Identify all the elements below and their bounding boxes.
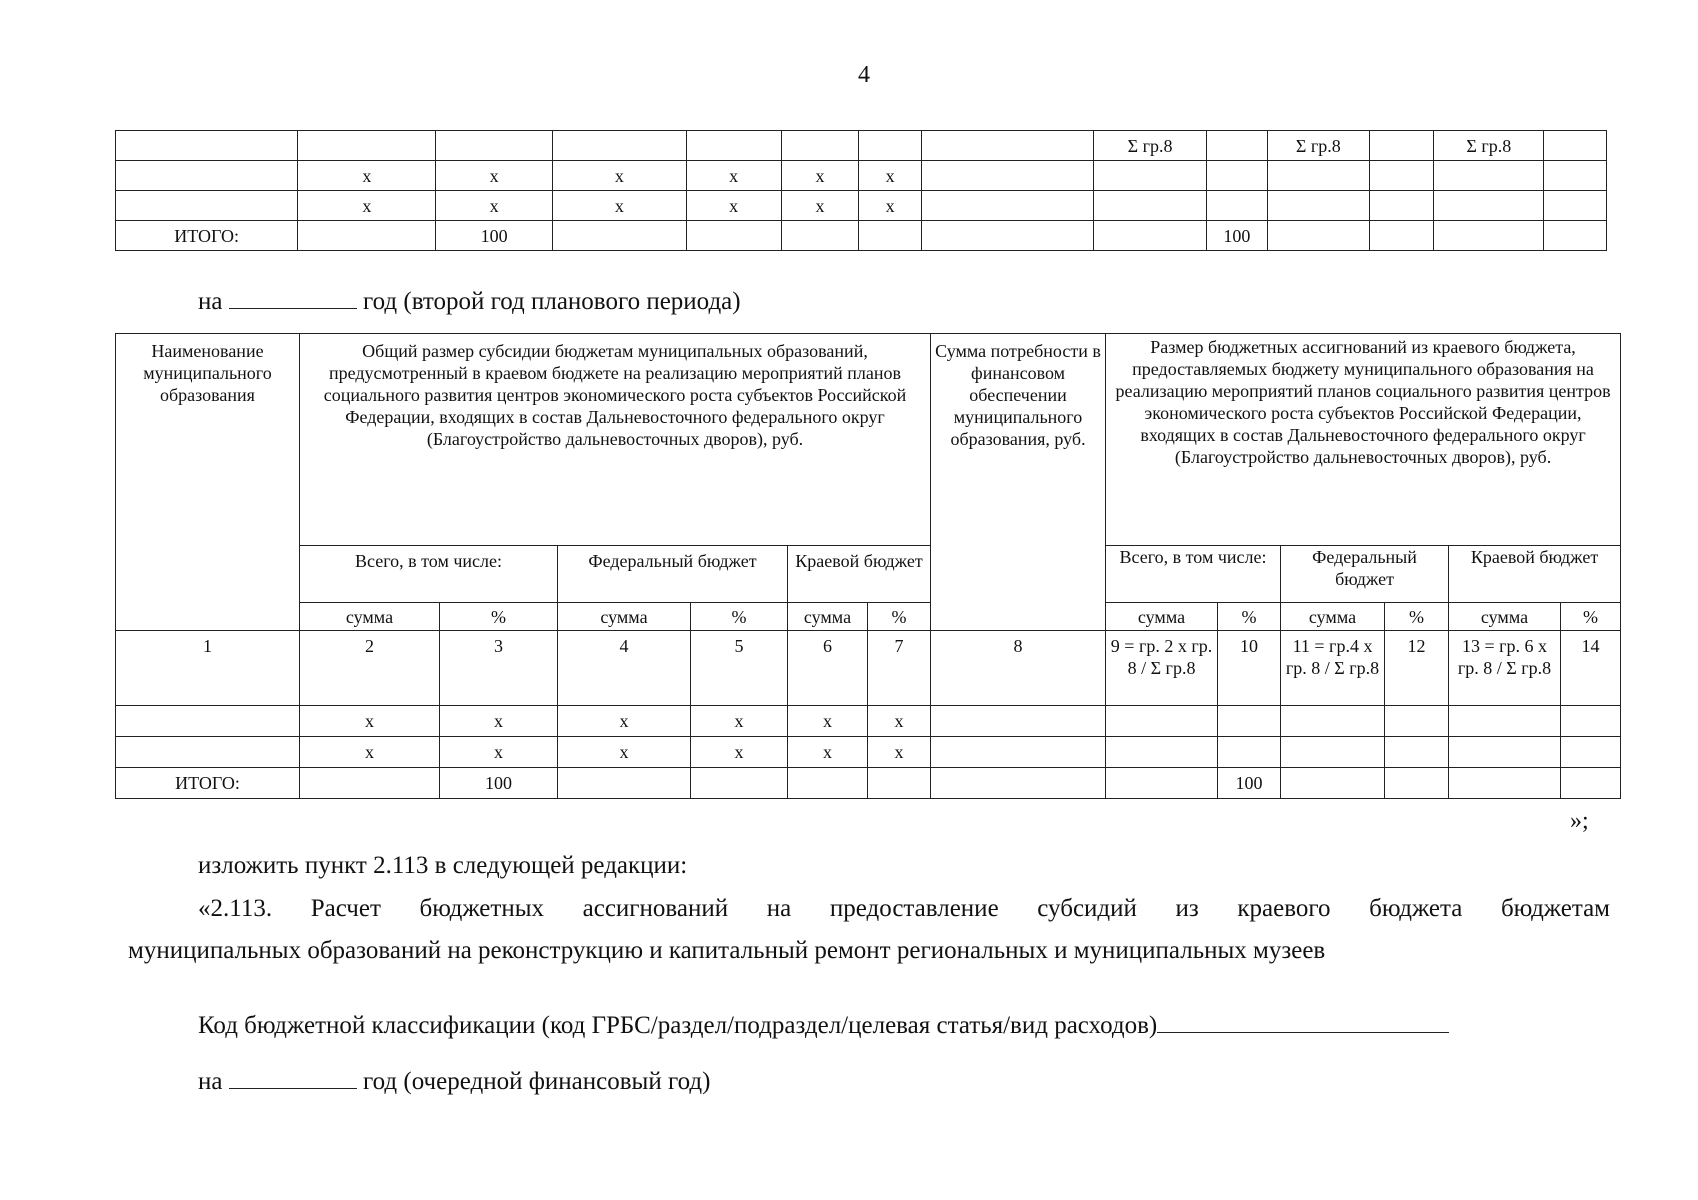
table-header-row (116, 546, 1621, 603)
column-number: 1 (116, 631, 300, 706)
need-amount-column-header: Сумма потребности в финансовом обеспечении муниципального образования, руб. (931, 334, 1106, 631)
x-mark: х (781, 161, 859, 191)
total-including-header: Всего, в том числе: (300, 546, 558, 603)
sum-col8-cell: Σ гр.8 (1094, 131, 1206, 161)
sum-header: сумма (1281, 603, 1385, 631)
percent-header: % (691, 603, 788, 631)
sum-header: сумма (1449, 603, 1561, 631)
table-row (116, 131, 1607, 161)
column-number: 8 (931, 631, 1106, 706)
total-row (116, 221, 1607, 251)
column-number: 14 (1561, 631, 1621, 706)
x-mark: х (781, 191, 859, 221)
x-mark: х (436, 161, 553, 191)
column-number: 6 (788, 631, 868, 706)
column-formula: 13 = гр. 6 х гр. 8 / Σ гр.8 (1449, 631, 1561, 706)
total-percent: 100 (440, 768, 558, 799)
regional-budget-header: Краевой бюджет (1449, 546, 1621, 603)
x-mark: х (440, 737, 558, 768)
x-mark: х (859, 161, 922, 191)
column-number: 4 (558, 631, 691, 706)
budget-classification-line (198, 1010, 1449, 1040)
column-numbers-row (116, 631, 1621, 706)
current-year-heading: на год (очередной финансовый год) (198, 1068, 711, 1095)
continuation-table (115, 130, 1607, 251)
total-label: ИТОГО: (116, 221, 298, 251)
x-mark: х (686, 191, 781, 221)
total-including-header: Всего, в том числе: (1106, 546, 1281, 603)
percent-header: % (1561, 603, 1621, 631)
percent-header: % (1385, 603, 1449, 631)
regional-budget-header: Краевой бюджет (788, 546, 931, 603)
table-header-row (116, 603, 1621, 631)
column-number: 5 (691, 631, 788, 706)
column-number: 2 (300, 631, 440, 706)
total-percent: 100 (1218, 768, 1281, 799)
percent-header: % (1218, 603, 1281, 631)
x-mark: х (868, 737, 931, 768)
x-mark: х (552, 161, 686, 191)
column-number: 10 (1218, 631, 1281, 706)
x-mark: х (788, 706, 868, 737)
amendment-instruction: изложить пункт 2.113 в следующей редакции: (198, 852, 688, 879)
x-mark: х (552, 191, 686, 221)
sum-header: сумма (788, 603, 868, 631)
federal-budget-header: Федеральный бюджет (1281, 546, 1449, 603)
second-planning-year-heading: на год (второй год планового периода) (198, 288, 741, 315)
year-blank (229, 1066, 357, 1089)
table-row (116, 737, 1621, 768)
x-mark: х (868, 706, 931, 737)
column-number: 7 (868, 631, 931, 706)
column-number: 3 (440, 631, 558, 706)
municipality-column-header: Наименование муниципального образования (116, 334, 300, 631)
percent-header: % (440, 603, 558, 631)
federal-budget-header: Федеральный бюджет (558, 546, 788, 603)
page-number: 4 (858, 62, 870, 88)
subsidy-calculation-table (115, 333, 1621, 799)
x-mark: х (440, 706, 558, 737)
x-mark: х (558, 737, 691, 768)
sum-header: сумма (1106, 603, 1218, 631)
table-row (116, 706, 1621, 737)
sum-col8-cell: Σ гр.8 (1434, 131, 1544, 161)
sum-header: сумма (558, 603, 691, 631)
allocations-column-header: Размер бюджетных ассигнований из краевого бюджета, предоставляемых бюджету муниципального образования на реализацию мероприятий планов социального развития центров экономического роста субъектов Российской Федерации, входящих в состав Дальневосточного федерального округ (Благоустройство дальневосточных дворов), руб. (1106, 334, 1621, 546)
closing-quote: »; (1570, 808, 1589, 834)
total-subsidy-column-header: Общий размер субсидии бюджетам муниципальных образований, предусмотренный в краевом бюджете на реализацию мероприятий планов социального развития центров экономического роста субъектов Российской Федерации, входящих в состав Дальневосточного федерального округ (Благоустройство дальневосточных дворов), руб. (300, 334, 931, 546)
column-number: 12 (1385, 631, 1449, 706)
sum-col8-cell: Σ гр.8 (1268, 131, 1369, 161)
x-mark: х (300, 706, 440, 737)
x-mark: х (859, 191, 922, 221)
total-percent: 100 (1206, 221, 1267, 251)
table-row (116, 191, 1607, 221)
x-mark: х (298, 161, 436, 191)
table-header-row (116, 334, 1621, 546)
budget-classification-label: Код бюджетной классификации (код ГРБС/раздел/подраздел/целевая статья/вид расходов) (198, 1012, 1158, 1039)
sum-header: сумма (300, 603, 440, 631)
x-mark: х (436, 191, 553, 221)
budget-code-blank (1157, 1010, 1449, 1033)
x-mark: х (788, 737, 868, 768)
x-mark: х (686, 161, 781, 191)
total-label: ИТОГО: (116, 768, 300, 799)
clause-2-113-line2: муниципальных образований на реконструкцию и капитальный ремонт региональных и муниципальных музеев (128, 937, 1326, 964)
x-mark: х (558, 706, 691, 737)
table-row (116, 161, 1607, 191)
x-mark: х (691, 706, 788, 737)
year-blank (229, 286, 357, 309)
percent-header: % (868, 603, 931, 631)
x-mark: х (300, 737, 440, 768)
x-mark: х (691, 737, 788, 768)
column-formula: 11 = гр.4 х гр. 8 / Σ гр.8 (1281, 631, 1385, 706)
x-mark: х (298, 191, 436, 221)
column-formula: 9 = гр. 2 х гр. 8 / Σ гр.8 (1106, 631, 1218, 706)
total-percent: 100 (436, 221, 553, 251)
clause-2-113-line1: «2.113. Расчет бюджетных ассигнований на предоставление субсидий из краевого бюджета бюджетам (198, 895, 1610, 922)
total-row (116, 768, 1621, 799)
